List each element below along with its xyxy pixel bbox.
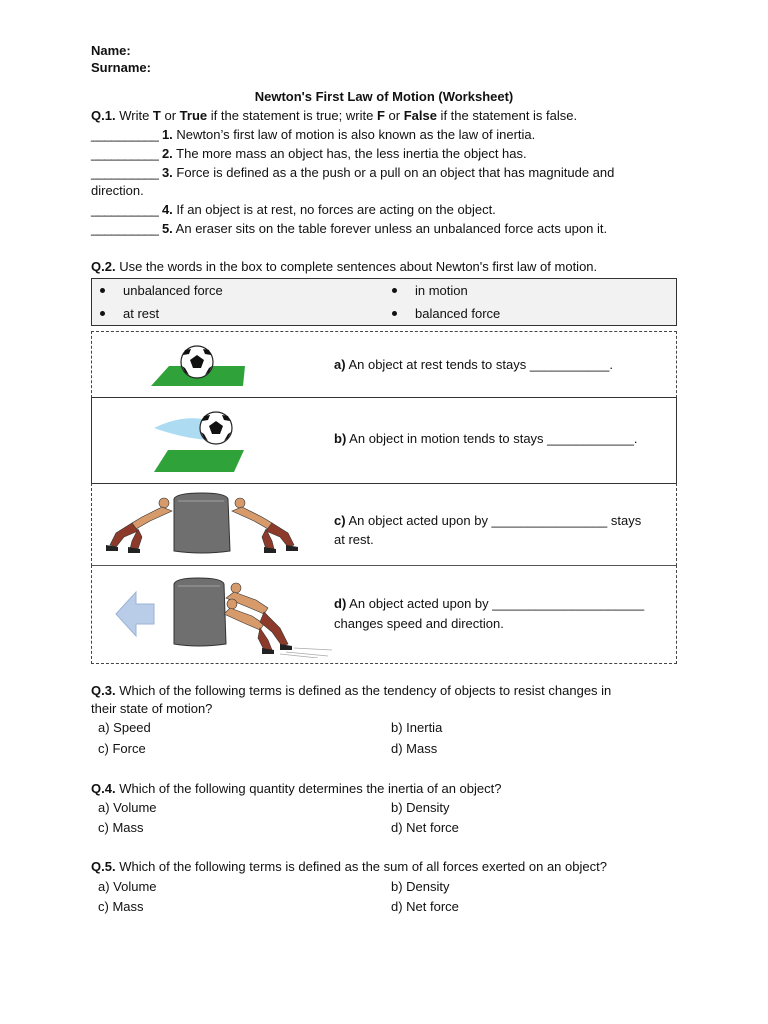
q3-option-a: a) Speed — [98, 720, 151, 735]
q1-item-4: __________ 4. If an object is at rest, no forces are acting on the object. — [91, 202, 496, 217]
q4-option-c: c) Mass — [98, 820, 144, 835]
word-item: balanced force — [392, 306, 500, 321]
q5-option-b: b) Density — [391, 879, 450, 894]
bullet-icon — [100, 288, 105, 293]
soccer-ball-icon — [181, 346, 213, 378]
q3-option-b: b) Inertia — [391, 720, 443, 735]
name-label: Name: — [91, 43, 131, 58]
q4-line-1: Q.4. Which of the following quantity determines the inertia of an object? — [91, 781, 502, 796]
q5-option-a: a) Volume — [98, 879, 157, 894]
q1-item-3: __________ 3. Force is defined as a the push or a pull on an object that has magnitude and — [91, 165, 615, 180]
bullet-icon — [100, 311, 105, 316]
q1-item-5: __________ 5. An eraser sits on the table forever unless an unbalanced force acts upon it. — [91, 221, 608, 236]
q5-line-1: Q.5. Which of the following terms is defined as the sum of all forces exerted on an object? — [91, 859, 607, 874]
soccer-ball-icon — [200, 412, 232, 444]
q3-option-d: d) Mass — [391, 741, 438, 756]
q2-sentence-a: a) An object at rest tends to stays ___________. — [334, 357, 613, 372]
q4-option-b: b) Density — [391, 800, 450, 815]
grass-patch-icon — [154, 450, 244, 472]
bullet-icon — [392, 288, 397, 293]
left-arrow-icon — [114, 588, 156, 640]
q5-option-d: d) Net force — [391, 899, 459, 914]
q2-sentence-d: d) An object acted upon by _____________________ changes speed and direction. — [334, 596, 645, 631]
q3-line-1: Q.3. Which of the following terms is defined as the tendency of objects to resist changes in — [91, 683, 612, 698]
q2-instructions: Q.2. Use the words in the box to complete sentences about Newton's first law of motion. — [91, 259, 598, 274]
word-box — [91, 278, 677, 326]
q1-instructions: Q.1. Write T or True if the statement is true; write F or False if the statement is false. — [91, 108, 578, 123]
word-item: in motion — [392, 283, 468, 298]
bullet-icon — [392, 311, 397, 316]
q3-option-c: c) Force — [98, 741, 146, 756]
q2-sentence-b: b) An object in motion tends to stays ____________. — [334, 431, 638, 446]
men-pushing-rock-icon — [102, 489, 302, 559]
q1-item-1: __________ 1. Newton’s first law of motion is also known as the law of inertia. — [91, 127, 536, 142]
panel-b — [91, 397, 677, 484]
ball-on-grass-icon — [147, 344, 247, 388]
page-title: Newton's First Law of Motion (Worksheet) — [254, 89, 514, 104]
man-pushing-rock-icon — [168, 574, 338, 658]
panel-c — [91, 483, 677, 566]
word-item: unbalanced force — [100, 283, 223, 298]
panel-a — [91, 331, 677, 398]
q5-option-c: c) Mass — [98, 899, 144, 914]
q4-option-d: d) Net force — [391, 820, 459, 835]
q4-option-a: a) Volume — [98, 800, 157, 815]
q1-item-2: __________ 2. The more mass an object has, the less inertia the object has. — [91, 146, 527, 161]
word-item: at rest — [100, 306, 159, 321]
q2-sentence-c: c) An object acted upon by ________________ stays at rest. — [334, 513, 642, 547]
panel-d — [91, 565, 677, 664]
surname-label: Surname: — [91, 60, 151, 75]
q1-item-3-cont: direction. — [91, 183, 144, 198]
q3-line-2: their state of motion? — [91, 701, 213, 716]
moving-ball-icon — [152, 408, 252, 474]
